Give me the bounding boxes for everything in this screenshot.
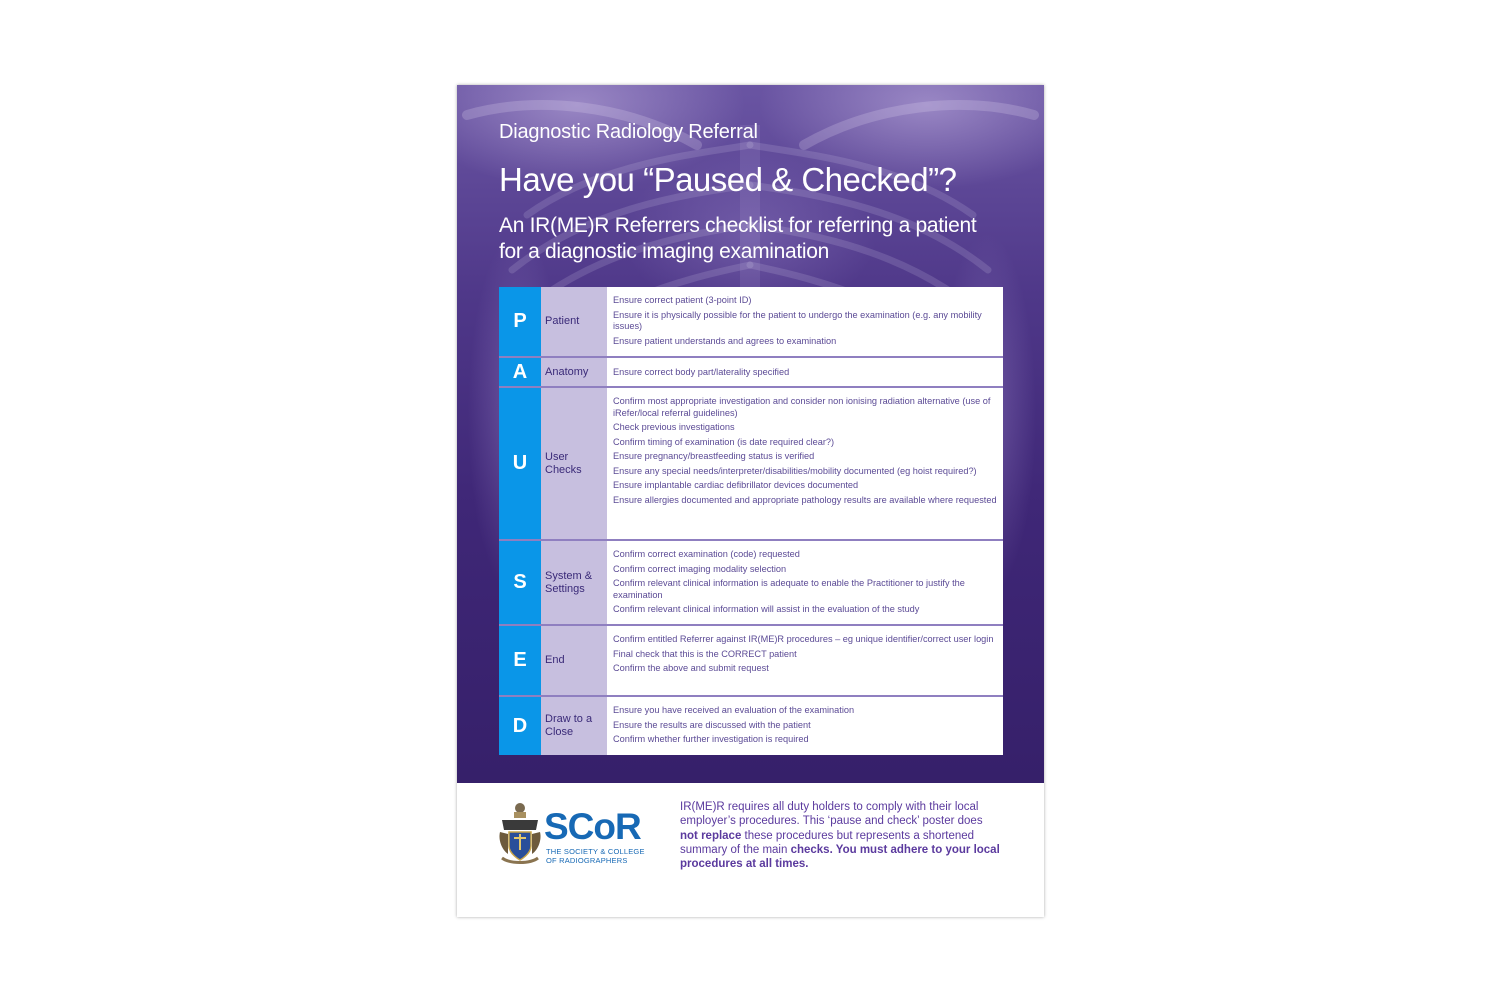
poster-title: Have you “Paused & Checked”? [499,161,957,198]
check-item: Ensure correct patient (3-point ID) [613,295,752,305]
scor-logo-text: SCoR [544,806,641,847]
check-item: Confirm correct examination (code) requested [613,549,800,559]
row-label: End [541,626,609,695]
checklist-row-a [499,358,1003,388]
row-label: Draw to a Close [541,697,609,755]
row-letter: A [499,358,541,386]
row-label: Anatomy [541,358,609,386]
paused-checklist-table [499,287,1003,755]
checklist-row-e [499,626,1003,697]
check-item: Confirm entitled Referrer against IR(ME)R procedures – eg unique identifier/correct user login [613,634,994,644]
checklist-row-u [499,388,1003,541]
row-label: User Checks [541,388,609,539]
check-item: Ensure allergies documented and appropriate pathology results are available where requested [613,494,997,505]
row-label: System & Settings [541,541,609,624]
poster-subtitle: An IR(ME)R Referrers checklist for referring a patient for a diagnostic imaging examination [499,214,977,263]
check-item: Ensure implantable cardiac defibrillator devices documented [613,480,859,490]
check-item: Ensure the results are discussed with the patient [613,719,811,730]
check-item: Ensure any special needs/interpreter/disabilities/mobility documented (eg hoist required?) [613,465,977,476]
checklist-row-d [499,697,1003,755]
scor-logo-subtitle: THE SOCIETY & COLLEGE OF RADIOGRAPHERS [546,847,645,865]
check-item: Confirm relevant clinical information will assist in the evaluation of the study [613,604,920,614]
check-item: Confirm the above and submit request [613,663,769,673]
row-label: Patient [541,287,609,356]
check-item: Ensure patient understands and agrees to examination [613,335,837,346]
coat-of-arms-icon [498,800,542,866]
poster-footer [457,783,1044,917]
row-letter: E [499,626,541,695]
row-letter: S [499,541,541,624]
row-checks [609,626,1003,695]
check-item: Confirm whether further investigation is required [613,734,809,744]
check-item: Check previous investigations [613,422,735,432]
check-item: Confirm relevant clinical information is adequate to enable the Practitioner to justify the examination [613,578,965,600]
row-letter: P [499,287,541,356]
hero-panel [457,85,1044,783]
check-item: Ensure it is physically possible for the patient to undergo the examination (e.g. any mobility issues) [613,309,982,331]
notice-text: IR(ME)R requires all duty holders to comply with their local employer’s procedures. This ‘pause and check’ poster does [680,801,983,828]
row-checks [609,388,1003,539]
check-item: Confirm correct imaging modality selection [613,563,787,574]
notice-text: these procedures but represents a shortened summary of the main [680,829,975,856]
row-letter: U [499,388,541,539]
notice-bold-text: checks. You must adhere to your local procedures at all times. [680,843,1000,871]
check-item: Confirm timing of examination (is date required clear?) [613,436,835,447]
check-item: Ensure correct body part/laterality specified [613,367,790,377]
checklist-row-s [499,541,1003,626]
check-item: Ensure you have received an evaluation of the examination [613,705,855,715]
check-item: Ensure pregnancy/breastfeeding status is verified [613,451,815,461]
row-checks [609,541,1003,624]
row-letter: D [499,697,541,755]
irmer-notice [680,800,1000,871]
check-item: Confirm most appropriate investigation and consider non ionising radiation alternative (use of iRefer/local referral guidelines) [613,396,991,418]
poster [457,85,1044,917]
row-checks [609,697,1003,755]
check-item: Final check that this is the CORRECT patient [613,648,797,659]
checklist-row-p [499,287,1003,358]
row-checks [609,287,1003,356]
poster-kicker: Diagnostic Radiology Referral [499,121,758,143]
notice-bold-text: not replace [680,829,742,842]
row-checks [609,358,1003,386]
